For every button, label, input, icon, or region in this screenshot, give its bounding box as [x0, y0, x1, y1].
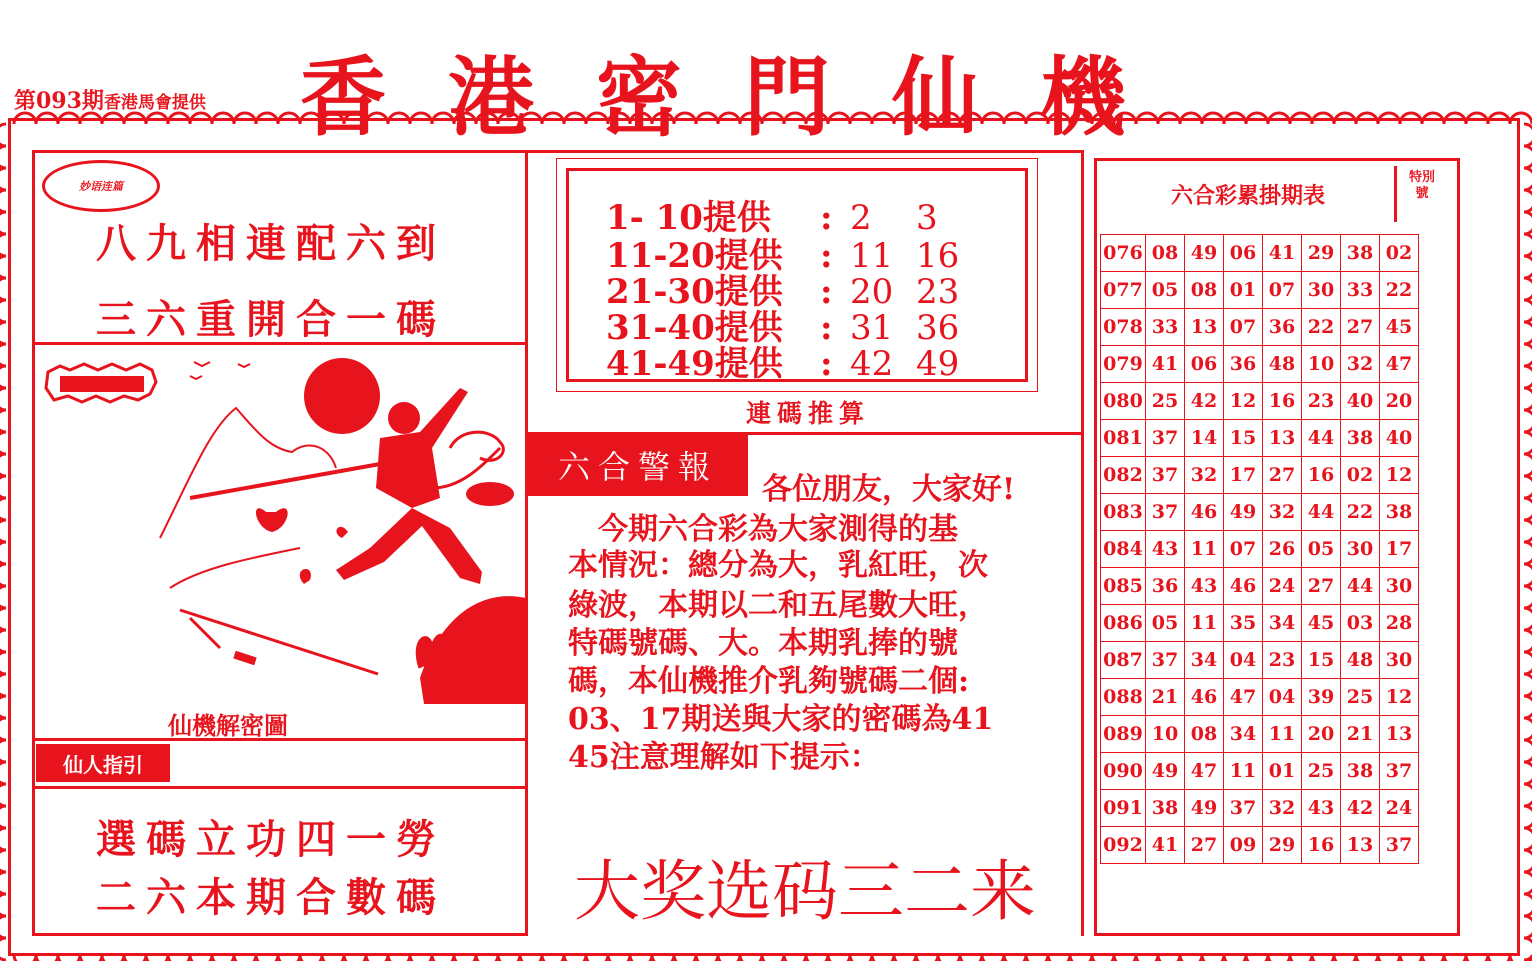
number-cell: 36	[1146, 568, 1185, 605]
oval-badge: 妙语连篇	[42, 160, 160, 212]
period-cell: 078	[1101, 309, 1146, 346]
number-cell: 44	[1341, 568, 1380, 605]
range-row: 41-49提供 : 42 49	[606, 336, 959, 385]
history-row	[1101, 716, 1419, 753]
history-row	[1101, 272, 1419, 309]
range-label: 21-30提供	[606, 272, 783, 312]
alert-line: 45注意理解如下提示：	[568, 740, 880, 775]
number-cell: 34	[1263, 605, 1302, 642]
number-cell: 07	[1263, 272, 1302, 309]
history-row	[1101, 235, 1419, 272]
number-cell: 11	[1185, 531, 1224, 568]
number-cell: 05	[1302, 531, 1341, 568]
number-cell: 06	[1185, 346, 1224, 383]
cloud-icon	[450, 432, 503, 460]
period-cell: 081	[1101, 420, 1146, 457]
number-cell: 28	[1380, 605, 1419, 642]
period-cell: 077	[1101, 272, 1146, 309]
range-row: 31-40提供 : 31 36	[606, 300, 959, 349]
issue-number: 第093期	[14, 88, 104, 114]
range-number: 42	[850, 344, 894, 384]
number-cell: 10	[1146, 716, 1185, 753]
number-cell: 33	[1341, 272, 1380, 309]
divider	[32, 786, 528, 789]
number-cell: 47	[1380, 346, 1419, 383]
number-cell: 27	[1263, 457, 1302, 494]
number-cell: 43	[1146, 531, 1185, 568]
alert-line: 03、17期送與大家的密碼為41	[568, 702, 994, 737]
number-cell: 34	[1224, 716, 1263, 753]
number-cell: 29	[1302, 235, 1341, 272]
number-cell: 47	[1224, 679, 1263, 716]
range-number: 49	[916, 344, 960, 384]
number-cell: 25	[1341, 679, 1380, 716]
number-cell: 43	[1185, 568, 1224, 605]
alert-line: 本情況：總分為大，乳紅旺，次	[568, 548, 988, 583]
number-cell: 04	[1224, 642, 1263, 679]
alert-line: 碼，本仙機推介乳夠號碼二個:	[568, 664, 970, 699]
number-cell: 37	[1146, 642, 1185, 679]
number-cell: 15	[1224, 420, 1263, 457]
period-cell: 090	[1101, 753, 1146, 790]
number-cell: 32	[1263, 790, 1302, 827]
number-cell: 38	[1341, 235, 1380, 272]
number-cell: 30	[1302, 272, 1341, 309]
number-cell: 32	[1185, 457, 1224, 494]
history-row	[1101, 531, 1419, 568]
period-cell: 076	[1101, 235, 1146, 272]
red-sun-icon	[304, 358, 380, 434]
number-cell: 44	[1302, 494, 1341, 531]
number-cell: 47	[1185, 753, 1224, 790]
guide-tag: 仙人指引	[36, 744, 170, 782]
period-cell: 091	[1101, 790, 1146, 827]
history-row	[1101, 346, 1419, 383]
range-number: 16	[916, 236, 960, 276]
range-number: 11	[850, 236, 894, 276]
number-cell: 39	[1302, 679, 1341, 716]
number-cell: 06	[1224, 235, 1263, 272]
number-cell: 48	[1263, 346, 1302, 383]
number-cell: 37	[1146, 420, 1185, 457]
number-cell: 24	[1263, 568, 1302, 605]
number-cell: 49	[1146, 753, 1185, 790]
number-cell: 22	[1380, 272, 1419, 309]
poem-line-4: 二六本期合數碼	[96, 874, 446, 921]
number-cell: 02	[1380, 235, 1419, 272]
number-cell: 46	[1224, 568, 1263, 605]
number-cell: 07	[1224, 309, 1263, 346]
history-table	[1100, 234, 1419, 864]
number-cell: 41	[1146, 346, 1185, 383]
number-cell: 25	[1302, 753, 1341, 790]
number-cell: 42	[1341, 790, 1380, 827]
period-cell: 087	[1101, 642, 1146, 679]
range-row: 11-20提供 : 11 16	[606, 228, 959, 277]
number-cell: 40	[1380, 420, 1419, 457]
history-row	[1101, 457, 1419, 494]
number-cell: 27	[1341, 309, 1380, 346]
number-cell: 21	[1341, 716, 1380, 753]
number-cell: 34	[1185, 642, 1224, 679]
number-cell: 49	[1185, 235, 1224, 272]
provider-label: 香港馬會提供	[103, 93, 206, 113]
number-cell: 17	[1224, 457, 1263, 494]
number-cell: 16	[1302, 457, 1341, 494]
number-cell: 12	[1380, 679, 1419, 716]
number-cell: 08	[1185, 716, 1224, 753]
number-cell: 36	[1224, 346, 1263, 383]
range-row: 21-30提供 : 20 23	[606, 264, 959, 313]
number-cell: 32	[1341, 346, 1380, 383]
number-cell: 22	[1341, 494, 1380, 531]
number-cell: 27	[1185, 827, 1224, 864]
period-cell: 086	[1101, 605, 1146, 642]
number-cell: 38	[1146, 790, 1185, 827]
range-label: 11-20提供	[606, 236, 783, 276]
number-cell: 35	[1224, 605, 1263, 642]
history-row	[1101, 790, 1419, 827]
number-cell: 41	[1146, 827, 1185, 864]
immortal-illustration	[40, 348, 526, 704]
number-cell: 37	[1380, 753, 1419, 790]
number-cell: 22	[1302, 309, 1341, 346]
number-cell: 25	[1146, 383, 1185, 420]
range-caption: 連碼推算	[746, 399, 871, 428]
history-title: 六合彩累掛期表	[1102, 166, 1397, 222]
history-row	[1101, 642, 1419, 679]
number-cell: 42	[1185, 383, 1224, 420]
range-number: 3	[916, 198, 938, 238]
number-cell: 15	[1302, 642, 1341, 679]
number-cell: 46	[1185, 494, 1224, 531]
number-cell: 30	[1380, 642, 1419, 679]
period-cell: 089	[1101, 716, 1146, 753]
number-cell: 46	[1185, 679, 1224, 716]
number-cell: 21	[1146, 679, 1185, 716]
alert-line: 特碼號碼、大。本期乳捧的號	[568, 626, 958, 661]
range-number: 20	[850, 272, 894, 312]
number-cell: 13	[1185, 309, 1224, 346]
number-cell: 16	[1263, 383, 1302, 420]
range-number: 36	[916, 308, 960, 348]
period-cell: 082	[1101, 457, 1146, 494]
number-cell: 23	[1302, 383, 1341, 420]
history-row	[1101, 383, 1419, 420]
number-cell: 27	[1302, 568, 1341, 605]
poem-line-2: 三六重開合一碼	[96, 296, 446, 343]
history-row	[1101, 494, 1419, 531]
number-cell: 13	[1263, 420, 1302, 457]
number-cell: 40	[1341, 383, 1380, 420]
number-cell: 48	[1341, 642, 1380, 679]
period-cell: 084	[1101, 531, 1146, 568]
history-row	[1101, 568, 1419, 605]
number-cell: 03	[1341, 605, 1380, 642]
number-cell: 13	[1380, 716, 1419, 753]
period-cell: 085	[1101, 568, 1146, 605]
mountain-icon	[160, 408, 336, 538]
alert-line: 綠波，本期以二和五尾數大旺，	[568, 588, 988, 623]
number-cell: 43	[1302, 790, 1341, 827]
number-cell: 29	[1263, 827, 1302, 864]
number-cell: 38	[1341, 753, 1380, 790]
poem-line-3: 選碼立功四一勞	[96, 816, 446, 863]
range-number: 2	[850, 198, 872, 238]
number-cell: 44	[1302, 420, 1341, 457]
number-cell: 30	[1380, 568, 1419, 605]
big-prize-line: 大奖选码三二来	[574, 853, 1036, 930]
range-number: 23	[916, 272, 960, 312]
period-cell: 083	[1101, 494, 1146, 531]
number-cell: 23	[1263, 642, 1302, 679]
history-row	[1101, 420, 1419, 457]
history-row	[1101, 605, 1419, 642]
period-cell: 080	[1101, 383, 1146, 420]
number-cell: 05	[1146, 605, 1185, 642]
number-cell: 11	[1224, 753, 1263, 790]
number-cell: 49	[1185, 790, 1224, 827]
number-cell: 01	[1263, 753, 1302, 790]
period-cell: 079	[1101, 346, 1146, 383]
number-cell: 37	[1146, 457, 1185, 494]
butterfly-icon	[256, 508, 288, 532]
number-cell: 38	[1380, 494, 1419, 531]
number-cell: 32	[1263, 494, 1302, 531]
range-number: 31	[850, 308, 894, 348]
number-cell: 14	[1185, 420, 1224, 457]
number-cell: 04	[1263, 679, 1302, 716]
alert-tag: 六合警報	[528, 434, 748, 496]
number-cell: 07	[1224, 531, 1263, 568]
number-cell: 11	[1185, 605, 1224, 642]
number-cell: 45	[1380, 309, 1419, 346]
number-cell: 12	[1224, 383, 1263, 420]
number-cell: 33	[1146, 309, 1185, 346]
page-title: 香港密門仙機	[300, 47, 1188, 148]
number-cell: 11	[1263, 716, 1302, 753]
number-cell: 13	[1341, 827, 1380, 864]
history-row	[1101, 827, 1419, 864]
number-cell: 08	[1146, 235, 1185, 272]
number-cell: 37	[1146, 494, 1185, 531]
greeting: 各位朋友，大家好!	[762, 472, 1016, 507]
number-cell: 37	[1224, 790, 1263, 827]
number-cell: 02	[1341, 457, 1380, 494]
number-cell: 12	[1380, 457, 1419, 494]
number-cell: 05	[1146, 272, 1185, 309]
period-cell: 092	[1101, 827, 1146, 864]
number-cell: 30	[1341, 531, 1380, 568]
number-cell: 17	[1380, 531, 1419, 568]
number-cell: 20	[1302, 716, 1341, 753]
history-row	[1101, 679, 1419, 716]
fallen-sword-icon	[180, 610, 378, 674]
number-cell: 08	[1185, 272, 1224, 309]
special-number-label: 特別號	[1408, 170, 1435, 201]
range-row: 1- 10提供 : 2 3	[606, 190, 938, 239]
number-cell: 45	[1302, 605, 1341, 642]
number-cell: 24	[1380, 790, 1419, 827]
number-cell: 01	[1224, 272, 1263, 309]
number-cell: 20	[1380, 383, 1419, 420]
number-cell: 49	[1224, 494, 1263, 531]
starburst-badge-icon	[46, 364, 156, 402]
number-cell: 26	[1263, 531, 1302, 568]
period-cell: 088	[1101, 679, 1146, 716]
poem-line-1: 八九相連配六到	[96, 220, 446, 267]
number-cell: 09	[1224, 827, 1263, 864]
number-cell: 38	[1341, 420, 1380, 457]
range-label: 1- 10提供	[606, 198, 771, 238]
range-label: 41-49提供	[606, 344, 783, 384]
number-cell: 36	[1263, 309, 1302, 346]
alert-line: 今期六合彩為大家測得的基	[568, 512, 958, 547]
number-cell: 41	[1263, 235, 1302, 272]
range-label: 31-40提供	[606, 308, 783, 348]
number-cell: 16	[1302, 827, 1341, 864]
history-row	[1101, 309, 1419, 346]
picture-caption: 仙機解密圖	[168, 711, 288, 740]
history-row	[1101, 753, 1419, 790]
number-cell: 10	[1302, 346, 1341, 383]
number-cell: 37	[1380, 827, 1419, 864]
